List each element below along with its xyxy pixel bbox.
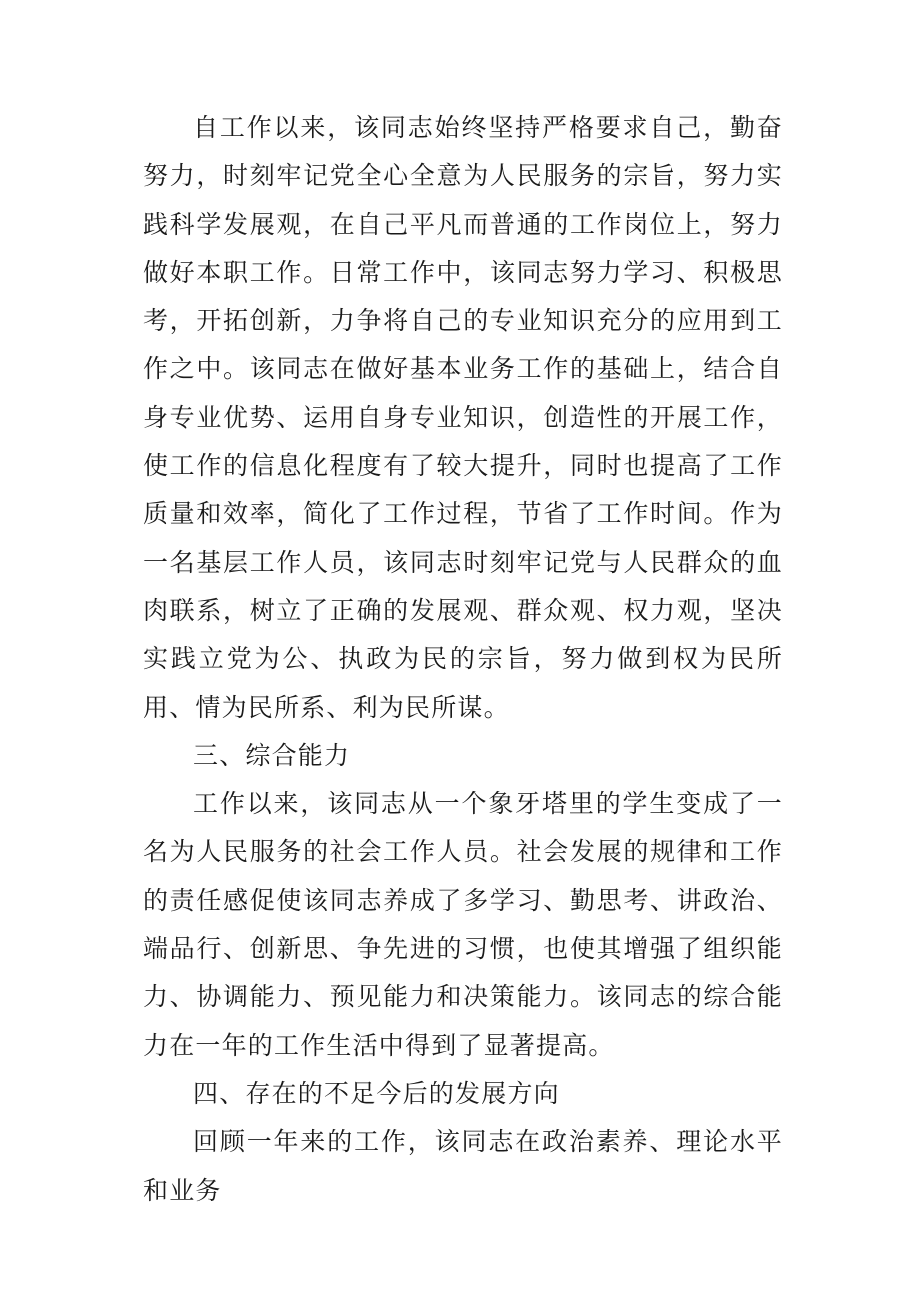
- section-heading-shortcomings-direction: 四、存在的不足今后的发展方向: [193, 1078, 560, 1108]
- paragraph-review: 回顾一年来的工作，该同志在政治素养、理论水平和业务: [143, 1127, 783, 1205]
- section-heading-comprehensive-ability: 三、综合能力: [193, 740, 351, 770]
- document-body: [143, 104, 783, 1215]
- paragraph-comprehensive-ability: 工作以来，该同志从一个象牙塔里的学生变成了一名为人民服务的社会工作人员。社会发展的规律和工作的责任感促使该同志养成了多学习、勤思考、讲政治、端品行、创新思、争先进的习惯，也使其增强了组织能力、协调能力、预见能力和决策能力。该同志的综合能力在一年的工作生活中得到了显著提高。: [143, 789, 783, 1060]
- paragraph-work-performance: 自工作以来，该同志始终坚持严格要求自己，勤奋努力，时刻牢记党全心全意为人民服务的宗旨，努力实践科学发展观，在自己平凡而普通的工作岗位上，努力做好本职工作。日常工作中，该同志努力学习、积极思考，开拓创新，力争将自己的专业知识充分的应用到工作之中。该同志在做好基本业务工作的基础上，结合自身专业优势、运用自身专业知识，创造性的开展工作，使工作的信息化程度有了较大提升，同时也提高了工作质量和效率，简化了工作过程，节省了工作时间。作为一名基层工作人员，该同志时刻牢记党与人民群众的血肉联系，树立了正确的发展观、群众观、权力观，坚决实践立党为公、执政为民的宗旨，努力做到权为民所用、情为民所系、利为民所谋。: [143, 113, 783, 722]
